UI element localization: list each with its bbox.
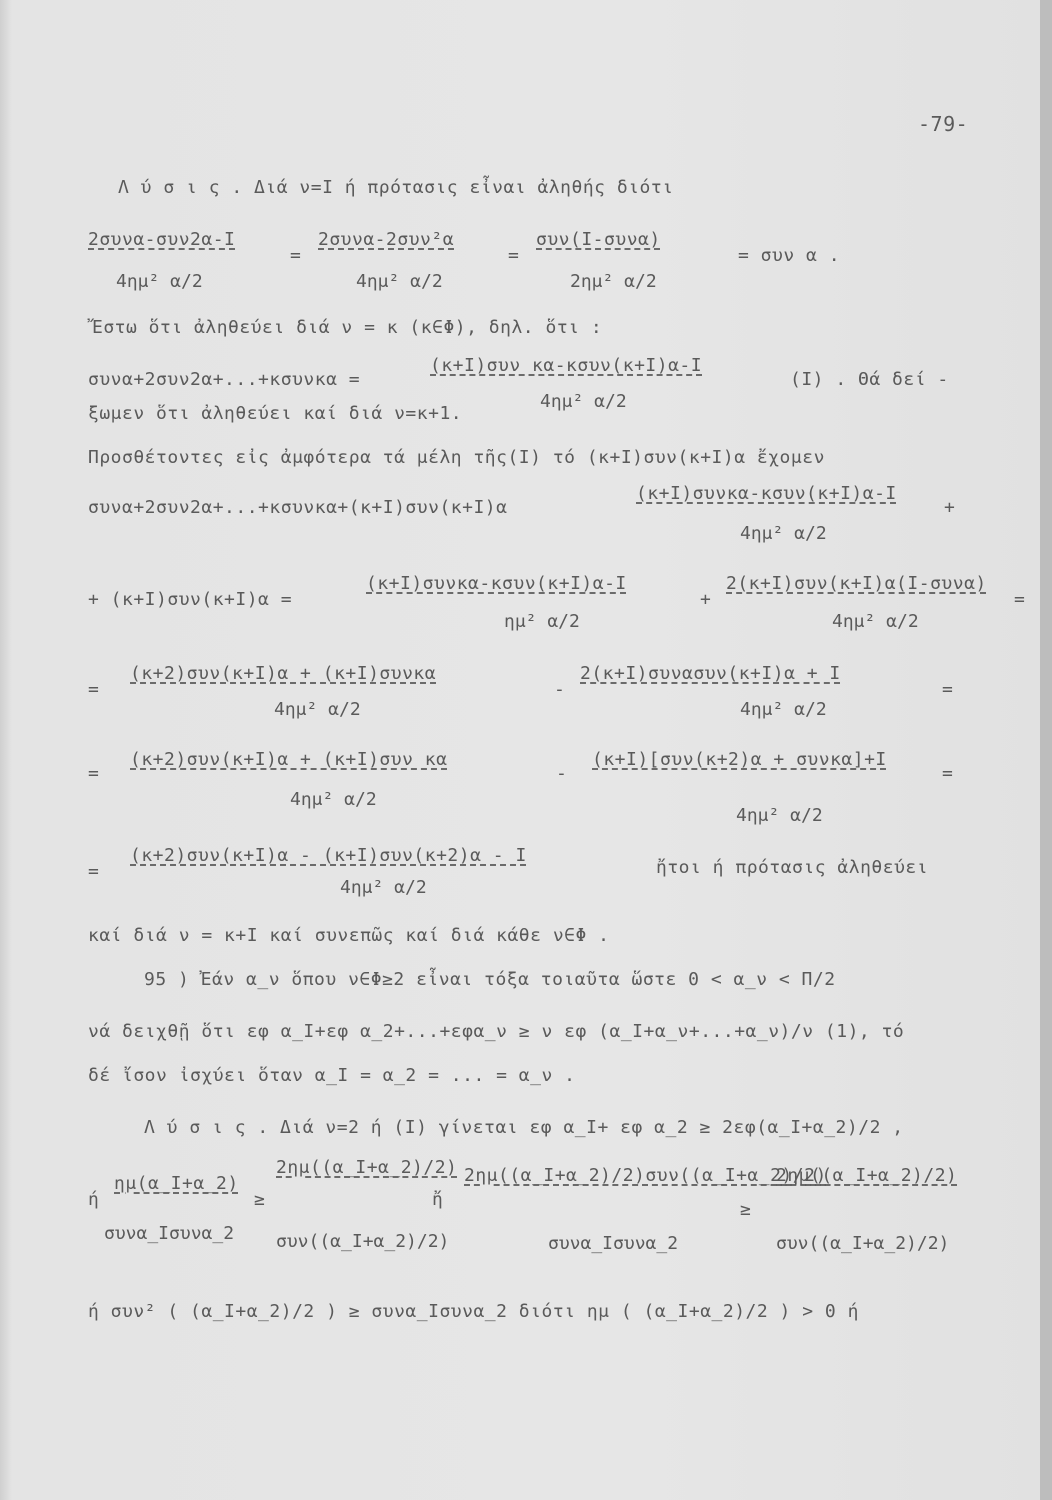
line-9-numerator-1: (κ+2)συν(κ+Ι)α + (κ+Ι)συν κα: [130, 749, 448, 770]
ineq-fraction-3-numerator: 2ημ((α_Ι+α_2)/2)συν((α_Ι+α_2)/2): [464, 1165, 827, 1186]
line-9-denominator-2: 4ημ² α/2: [736, 805, 823, 826]
ineq-fraction-3-denominator: συνα_Ισυνα_2: [548, 1233, 679, 1254]
fraction-2-denominator: 4ημ² α/2: [356, 271, 443, 292]
adding-line: Προσθέτοντες εἰς ἀμφότερα τά μέλη τῆς(Ι) τό (κ+Ι)συν(κ+Ι)α ἔχομεν: [88, 447, 825, 468]
ineq-fraction-2-denominator: συν((α_Ι+α_2)/2): [276, 1231, 450, 1252]
line-9-numerator-2: (κ+Ι)[συν(κ+2)α + συνκα]+Ι: [592, 749, 887, 770]
fraction-3-denominator: 2ημ² α/2: [570, 271, 657, 292]
page-number: -79-: [918, 112, 969, 136]
sum-lhs: συνα+2συν2α+...+κσυνκα+(κ+Ι)συν(κ+Ι)α: [88, 497, 508, 518]
minus-sign: -: [556, 763, 568, 784]
equals-sign: =: [88, 763, 100, 784]
page-edge: [1040, 0, 1052, 1500]
equals-sign: =: [1014, 589, 1026, 610]
ineq-fraction-2-numerator: 2ημ((α_Ι+α_2)/2): [276, 1157, 458, 1178]
final-line: ή συν² ( (α_Ι+α_2)/2 ) ≥ συνα_Ισυνα_2 διότι ημ ( (α_Ι+α_2)/2 ) > 0 ή: [88, 1301, 859, 1322]
ineq-fraction-1-denominator: συνα_Ισυνα_2: [104, 1223, 235, 1244]
assumption-line: Ἔστω ὅτι ἀληθεύει διά ν = κ (κ∈Φ), δηλ. ὅτι :: [92, 317, 603, 338]
hypothesis-label: (Ι) . Θά δεί -: [790, 369, 949, 390]
to-show-line: ξωμεν ὅτι ἀληθεύει καί διά ν=κ+1.: [88, 403, 463, 424]
hypothesis-denominator: 4ημ² α/2: [540, 391, 627, 412]
line-8-numerator-2: 2(κ+Ι)συνασυν(κ+Ι)α + Ι: [580, 663, 841, 684]
fraction-3-numerator: συν(Ι-συνα): [536, 229, 661, 250]
fraction-1-numerator: 2συνα-συν2α-Ι: [88, 229, 236, 250]
line-8-numerator-1: (κ+2)συν(κ+Ι)α + (κ+Ι)συνκα: [130, 663, 437, 684]
line-8-denominator-1: 4ημ² α/2: [274, 699, 361, 720]
sum-denominator: 4ημ² α/2: [740, 523, 827, 544]
or-symbol: ή: [88, 1189, 100, 1210]
fraction-2-numerator: 2συνα-2συν²α: [318, 229, 455, 250]
ineq-fraction-1-numerator: ημ(α_Ι+α_2): [114, 1173, 239, 1194]
hypothesis-lhs: συνα+2συν2α+...+κσυνκα =: [88, 369, 361, 390]
line-7-numerator-2: 2(κ+Ι)συν(κ+Ι)α(Ι-συνα): [726, 573, 987, 594]
ineq-fraction-4-denominator: συν((α_Ι+α_2)/2): [776, 1233, 950, 1254]
induction-conclusion: καί διά ν = κ+Ι καί συνεπῶς καί διά κάθε ν∈Φ .: [88, 925, 610, 946]
problem-95-line-2: νά δειχθῇ ὅτι εφ α_Ι+εφ α_2+...+εφα_ν ≥ ν εφ (α_Ι+α_ν+...+α_ν)/ν (1), τό: [88, 1021, 905, 1042]
equals-sign: =: [942, 679, 954, 700]
fraction-1-denominator: 4ημ² α/2: [116, 271, 203, 292]
line-7-lhs: + (κ+Ι)συν(κ+Ι)α =: [88, 589, 293, 610]
line-10-denominator: 4ημ² α/2: [340, 877, 427, 898]
equals-sign: =: [290, 245, 302, 266]
minus-sign: -: [554, 679, 566, 700]
geq-sign: ≥: [740, 1199, 752, 1220]
plus-sign: +: [700, 589, 712, 610]
equals-sign: =: [88, 679, 100, 700]
equals-sign: =: [508, 245, 520, 266]
line-10-numerator: (κ+2)συν(κ+Ι)α - (κ+Ι)συν(κ+2)α - Ι: [130, 845, 527, 866]
equals-sign: =: [942, 763, 954, 784]
ineq-fraction-4-numerator: 2ημ((α_Ι+α_2)/2): [776, 1165, 958, 1186]
solution-heading-line: Λ ύ σ ι ς . Διά ν=Ι ή πρότασις εἶναι ἀληθής διότι: [118, 177, 674, 198]
solution-95-line-1: Λ ύ σ ι ς . Διά ν=2 ή (Ι) γίνεται εφ α_Ι+ εφ α_2 ≥ 2εφ(α_Ι+α_2)/2 ,: [144, 1117, 904, 1138]
line-7-denominator-1: ημ² α/2: [504, 611, 580, 632]
line-7-denominator-2: 4ημ² α/2: [832, 611, 919, 632]
plus-sign: +: [944, 497, 956, 518]
conclusion-text: ἤτοι ή πρότασις ἀληθεύει: [656, 857, 929, 878]
line-9-denominator-1: 4ημ² α/2: [290, 789, 377, 810]
problem-95-line-1: 95 ) Ἐάν α_ν ὅπου ν∈Φ≥2 εἶναι τόξα τοιαῦτα ὥστε 0 < α_ν < Π/2: [144, 969, 836, 990]
line-8-denominator-2: 4ημ² α/2: [740, 699, 827, 720]
result-text: = συν α .: [738, 245, 841, 266]
problem-95-line-3: δέ ἴσον ἰσχύει ὅταν α_Ι = α_2 = ... = α_ν .: [88, 1065, 576, 1086]
line-7-numerator-1: (κ+Ι)συνκα-κσυν(κ+Ι)α-Ι: [366, 573, 627, 594]
or-symbol: ἤ: [432, 1189, 444, 1210]
hypothesis-numerator: (κ+Ι)συν κα-κσυν(κ+Ι)α-Ι: [430, 355, 703, 376]
equals-sign: =: [88, 861, 100, 882]
geq-sign: ≥: [254, 1189, 266, 1210]
sum-numerator: (κ+Ι)συνκα-κσυν(κ+Ι)α-Ι: [636, 483, 897, 504]
